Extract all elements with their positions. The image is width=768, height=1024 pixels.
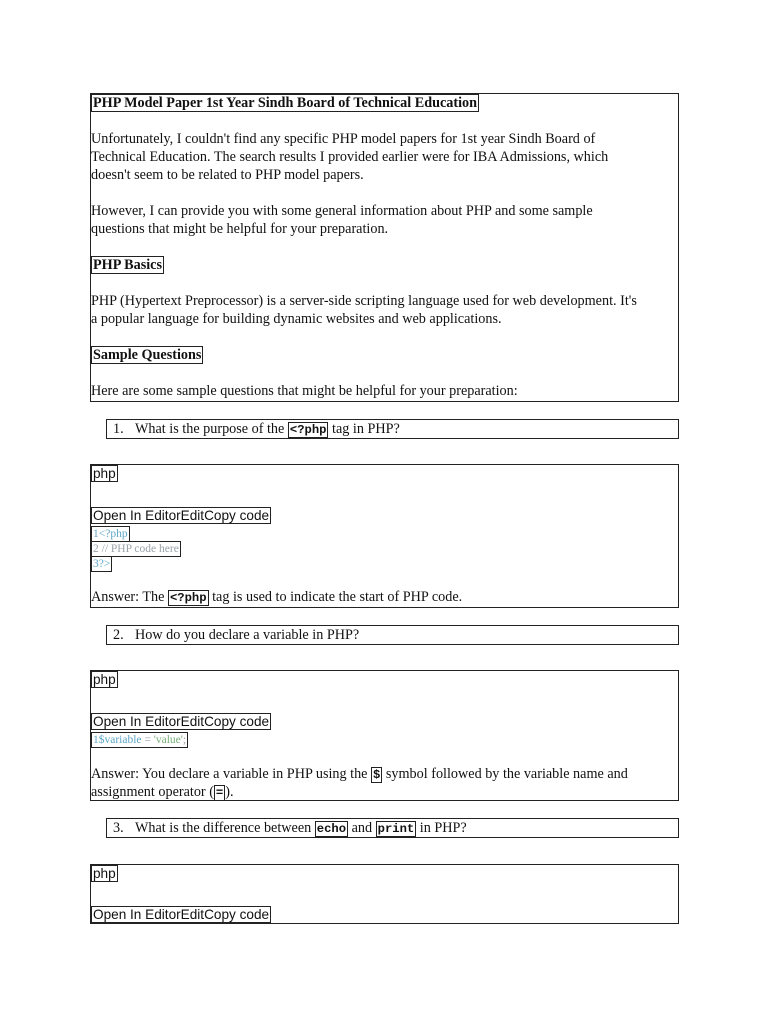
question-item-3 (106, 818, 679, 838)
intro-line-2: Technical Education. The search results I provided earlier were for IBA Admissions, which (91, 149, 609, 165)
inline-code: = (215, 786, 224, 800)
code-language-label: php (93, 672, 116, 687)
question-text: and (351, 820, 373, 836)
sample-intro: Here are some sample questions that might be helpful for your preparation: (91, 383, 518, 399)
question-text: tag in PHP? (332, 421, 400, 437)
code-block-3 (90, 864, 679, 924)
code-block-1 (90, 464, 679, 608)
code-language-label: php (93, 466, 116, 481)
answer-text: tag is used to indicate the start of PHP code. (212, 589, 463, 605)
inline-code: print (377, 822, 415, 836)
code-block-2 (90, 670, 679, 801)
question-text: in PHP? (419, 820, 467, 836)
answer-text: ). (225, 784, 234, 800)
sample-heading: Sample Questions (93, 347, 202, 363)
answer-text: Answer: The (91, 589, 165, 605)
basics-heading: PHP Basics (93, 257, 162, 273)
general-line-1: However, I can provide you with some general information about PHP and some sample (91, 203, 593, 219)
question-text: What is the purpose of the (135, 421, 285, 437)
answer-text: assignment operator ( (91, 784, 214, 800)
code-line: 1$variable = 'value'; (93, 734, 187, 746)
code-line: 1<?php (93, 528, 128, 540)
question-text: What is the difference between (135, 820, 312, 836)
inline-code: <?php (289, 423, 327, 437)
code-line: 2 // PHP code here (93, 543, 179, 555)
code-language-label: php (93, 866, 116, 881)
question-item-1 (106, 419, 679, 439)
answer-text: symbol followed by the variable name and (385, 766, 628, 782)
inline-code: echo (316, 822, 347, 836)
code-toolbar[interactable]: Open In EditorEditCopy code (93, 907, 270, 922)
code-line: 3?> (93, 558, 111, 570)
basics-line-1: PHP (Hypertext Preprocessor) is a server-side scripting language used for web development. It's (91, 293, 637, 309)
question-text: How do you declare a variable in PHP? (135, 627, 360, 643)
question-number: 2. (113, 627, 124, 643)
intro-line-1: Unfortunately, I couldn't find any specific PHP model papers for 1st year Sindh Board of (91, 131, 596, 147)
basics-line-2: a popular language for building dynamic websites and web applications. (91, 311, 502, 327)
inline-code: <?php (169, 591, 207, 605)
article-block (90, 93, 679, 402)
intro-line-3: doesn't seem to be related to PHP model papers. (91, 167, 364, 183)
code-toolbar[interactable]: Open In EditorEditCopy code (93, 714, 270, 729)
general-line-2: questions that might be helpful for your preparation. (91, 221, 389, 237)
question-number: 3. (113, 820, 124, 836)
question-number: 1. (113, 421, 124, 437)
code-toolbar[interactable]: Open In EditorEditCopy code (93, 508, 270, 523)
inline-code: $ (373, 768, 381, 782)
question-item-2 (106, 625, 679, 645)
page-title: PHP Model Paper 1st Year Sindh Board of Technical Education (93, 95, 478, 111)
answer-text: Answer: You declare a variable in PHP using the (91, 766, 368, 782)
